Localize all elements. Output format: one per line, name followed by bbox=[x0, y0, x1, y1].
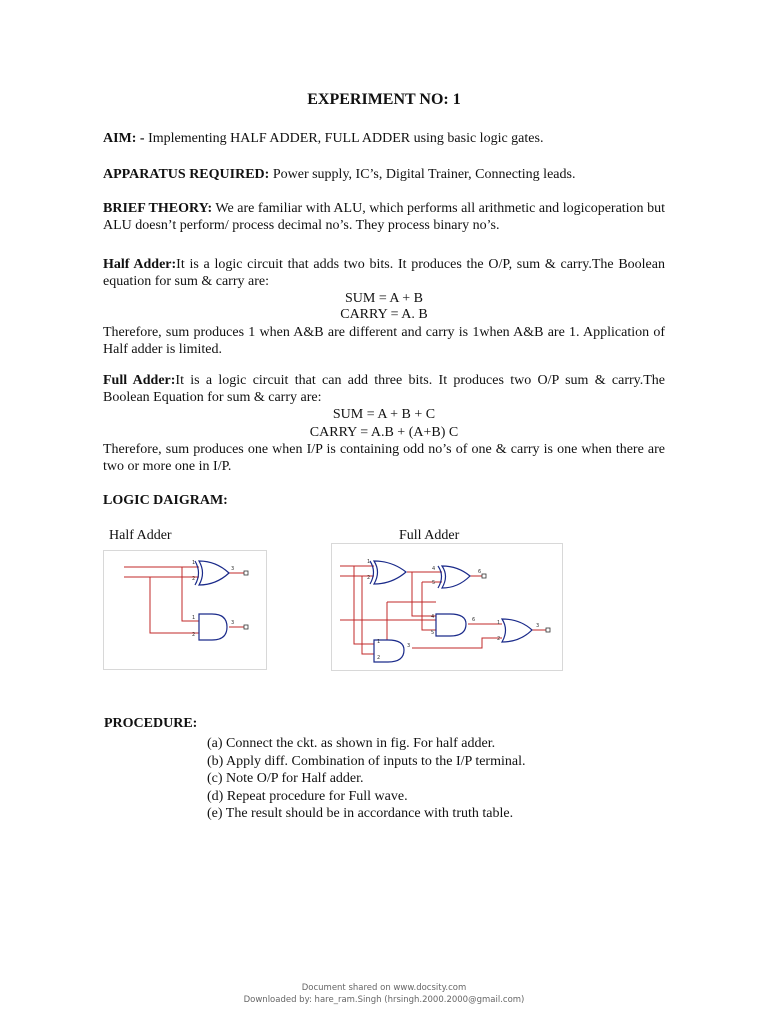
full-adder-carry-equation: CARRY = A.B + (A+B) C bbox=[309, 425, 459, 440]
footer-shared-line: Document shared on www.docsity.com bbox=[301, 983, 467, 993]
theory-text: We are familiar with ALU, which performs all arithmetic and logicoperation but ALU doesn’t perform/ process decimal no’s. They process binary no’s. bbox=[103, 201, 665, 233]
procedure-step: (c) Note O/P for Half adder. bbox=[207, 771, 364, 786]
aim-paragraph bbox=[103, 130, 665, 147]
procedure-step: (d) Repeat procedure for Full wave. bbox=[207, 788, 408, 804]
svg-text:3: 3 bbox=[231, 566, 235, 572]
svg-text:1: 1 bbox=[192, 615, 196, 621]
half-adder-diagram bbox=[103, 550, 267, 670]
half-adder-paragraph bbox=[103, 256, 665, 290]
aim-label: AIM: - bbox=[103, 131, 145, 146]
procedure-heading: PROCEDURE: bbox=[104, 716, 198, 731]
svg-text:2: 2 bbox=[367, 575, 371, 581]
svg-text:3: 3 bbox=[231, 620, 235, 626]
procedure-step: (b) Apply diff. Combination of inputs to the I/P terminal. bbox=[207, 753, 526, 769]
svg-text:5: 5 bbox=[432, 580, 436, 586]
procedure-step: (e) The result should be in accordance with truth table. bbox=[207, 806, 514, 821]
footer-download-line: Downloaded by: hare_ram.Singh (hrsingh.2000.2000@gmail.com) bbox=[243, 995, 525, 1005]
svg-text:4: 4 bbox=[431, 614, 435, 620]
svg-text:3: 3 bbox=[407, 643, 411, 649]
half-adder-caption: Half Adder bbox=[109, 528, 172, 543]
svg-text:6: 6 bbox=[478, 569, 482, 575]
half-adder-text: It is a logic circuit that adds two bits. It produces the O/P, sum & carry.The Boolean equation for sum & carry are: bbox=[103, 257, 665, 289]
svg-text:2: 2 bbox=[192, 632, 196, 638]
apparatus-paragraph bbox=[103, 166, 665, 183]
full-adder-caption: Full Adder bbox=[399, 528, 460, 543]
svg-text:3: 3 bbox=[536, 623, 540, 629]
svg-text:1: 1 bbox=[497, 620, 501, 626]
theory-paragraph bbox=[103, 200, 665, 234]
svg-text:1: 1 bbox=[192, 560, 196, 566]
full-adder-diagram bbox=[331, 543, 563, 671]
half-adder-schematic bbox=[104, 551, 266, 669]
procedure-step: (a) Connect the ckt. as shown in fig. For half adder. bbox=[207, 736, 496, 751]
full-adder-label: Full Adder: bbox=[103, 373, 176, 388]
full-adder-schematic bbox=[332, 544, 562, 670]
svg-text:2: 2 bbox=[497, 636, 501, 642]
svg-text:1: 1 bbox=[367, 559, 371, 565]
aim-text: Implementing HALF ADDER, FULL ADDER using basic logic gates. bbox=[144, 131, 544, 146]
half-adder-conclusion: Therefore, sum produces 1 when A&B are different and carry is 1when A&B are 1. Application of Half adder is limited. bbox=[103, 325, 665, 357]
footer bbox=[0, 982, 768, 1006]
full-adder-paragraph bbox=[103, 372, 665, 406]
full-adder-sum-equation: SUM = A + B + C bbox=[332, 407, 436, 422]
svg-text:2: 2 bbox=[192, 576, 196, 582]
logic-diagram-heading: LOGIC DAIGRAM: bbox=[103, 493, 228, 508]
procedure-list bbox=[207, 735, 525, 823]
full-adder-text: It is a logic circuit that can add three bits. It produces two O/P sum & carry.The Boolean Equation for sum & carry are: bbox=[103, 373, 666, 405]
theory-label: BRIEF THEORY: bbox=[103, 201, 213, 216]
full-adder-conclusion: Therefore, sum produces one when I/P is containing odd no’s of one & carry is one when there are two or more one in I/P. bbox=[103, 442, 665, 474]
half-adder-label: Half Adder: bbox=[103, 257, 177, 272]
svg-text:1: 1 bbox=[377, 639, 381, 645]
svg-text:5: 5 bbox=[431, 630, 435, 636]
page-title: EXPERIMENT NO: 1 bbox=[307, 91, 461, 108]
apparatus-label: APPARATUS REQUIRED: bbox=[103, 167, 270, 182]
apparatus-text: Power supply, IC’s, Digital Trainer, Connecting leads. bbox=[269, 167, 576, 182]
half-adder-carry-equation: CARRY = A. B bbox=[340, 307, 428, 322]
half-adder-sum-equation: SUM = A + B bbox=[344, 291, 424, 306]
svg-text:6: 6 bbox=[472, 617, 476, 623]
svg-text:2: 2 bbox=[377, 655, 381, 661]
svg-text:4: 4 bbox=[432, 566, 436, 572]
